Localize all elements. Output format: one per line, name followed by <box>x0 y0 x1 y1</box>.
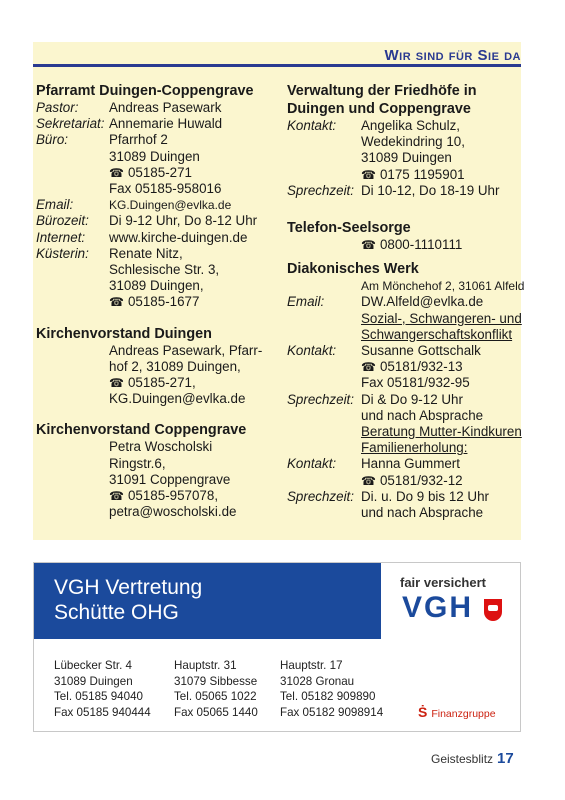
office-sibbesse <box>174 658 258 720</box>
diakonie-kontakt1-phone: 05181/932-13 <box>379 359 463 375</box>
diakonie-sprechzeit2-label: Sprechzeit: <box>287 488 354 504</box>
ad-title-line1: VGH Vertretung <box>54 576 203 599</box>
diakonie-topic1-line2: Schwangerschaftskonflikt <box>361 326 513 342</box>
diakonie-sprechzeit1-label: Sprechzeit: <box>287 391 354 407</box>
finanzgruppe-label: Finanzgruppe <box>431 708 496 720</box>
friedhof-heading-1: Verwaltung der Friedhöfe in <box>287 83 477 99</box>
kv-duingen-phone-line <box>36 375 276 391</box>
pastor-value: Andreas Pasewark <box>109 100 222 115</box>
ad-title-block <box>34 563 381 639</box>
kuesterin-city: 31089 Duingen, <box>109 278 204 294</box>
office-city: 31079 Sibbesse <box>174 674 258 688</box>
vgh-advertisement <box>33 562 521 732</box>
kv-duingen-line1: Andreas Pasewark, Pfarr- <box>109 342 263 358</box>
seelsorge-heading: Telefon-Seelsorge <box>287 220 411 237</box>
internet-link[interactable]: www.kirche-duingen.de <box>109 229 248 245</box>
diakonie-topic2-line2: Familienerholung: <box>361 440 468 456</box>
office-tel: Tel. 05065 1022 <box>174 690 257 703</box>
diakonie-sprechzeit1-note: und nach Absprache <box>361 407 484 423</box>
office-street: Lübecker Str. 4 <box>54 659 132 672</box>
friedhof-city: 31089 Duingen <box>361 150 452 166</box>
office-tel: Tel. 05185 94040 <box>54 690 143 703</box>
diakonie-sprechzeit2-note: und nach Absprache <box>361 505 484 521</box>
diakonie-topic2-line1: Beratung Mutter-Kindkuren <box>361 424 522 440</box>
office-fax: Fax 05185 940444 <box>54 705 151 719</box>
buerozeit-label: Bürozeit: <box>36 213 89 229</box>
pastor-label: Pastor: <box>36 100 79 115</box>
office-tel: Tel. 05182 909890 <box>280 690 376 703</box>
phone-icon: ☎ <box>109 489 124 504</box>
kv-duingen-phone: 05185-271, <box>127 375 196 391</box>
office-street: Hauptstr. 31 <box>174 659 237 672</box>
internet-label: Internet: <box>36 229 86 245</box>
buero-fax: Fax 05185-958016 <box>109 181 222 197</box>
kv-duingen-heading: Kirchenvorstand Duingen <box>36 325 212 342</box>
friedhof-heading-2: Duingen und Coppengrave <box>287 101 471 117</box>
kv-duingen-line2: hof 2, 31089 Duingen, <box>109 358 241 374</box>
kv-coppengrave-heading: Kirchenvorstand Coppengrave <box>36 422 247 439</box>
seelsorge-phone-line <box>287 237 523 253</box>
phone-icon: ☎ <box>361 167 376 182</box>
friedhof-sprechzeit-label: Sprechzeit: <box>287 182 354 198</box>
sekretariat-value: Annemarie Huwald <box>109 116 223 132</box>
phone-icon: ☎ <box>109 295 124 310</box>
office-fax: Fax 05065 1440 <box>174 705 258 719</box>
kv-coppengrave-line3: 31091 Coppengrave <box>109 471 231 487</box>
diakonie-email-label: Email: <box>287 294 325 310</box>
diakonie-kontakt1-phone-line <box>287 359 523 375</box>
office-fax: Fax 05182 9098914 <box>280 705 384 719</box>
page-title: Wir sind für Sie da <box>384 47 521 64</box>
kv-duingen-email[interactable]: KG.Duingen@evlka.de <box>109 391 246 407</box>
diakonie-kontakt2-name: Hanna Gummert <box>361 456 460 472</box>
kv-coppengrave-line1: Petra Woscholski <box>109 439 213 455</box>
buero-street: Pfarrhof 2 <box>109 132 168 148</box>
diakonie-kontakt1-label: Kontakt: <box>287 343 337 359</box>
buerozeit-value: Di 9-12 Uhr, Do 8-12 Uhr <box>109 213 258 229</box>
right-column <box>287 82 523 521</box>
diakonie-sprechzeit2: Di. u. Do 9 bis 12 Uhr <box>361 488 490 504</box>
kv-coppengrave-phone-line <box>36 488 276 504</box>
office-duingen <box>54 658 151 720</box>
buero-label: Büro: <box>36 132 69 148</box>
phone-icon: ☎ <box>361 473 376 488</box>
sparkasse-icon: Ṡ <box>418 704 428 720</box>
friedhof-kontakt-label: Kontakt: <box>287 118 337 133</box>
kuesterin-street: Schlesische Str. 3, <box>109 262 220 278</box>
diakonie-kontakt2-label: Kontakt: <box>287 456 337 472</box>
seelsorge-phone: 0800-1110111 <box>379 237 463 253</box>
diakonie-kontakt2-phone-line <box>287 473 523 489</box>
header-divider <box>33 64 521 67</box>
kuesterin-phone: 05185-1677 <box>127 294 200 310</box>
sparkasse-finanzgruppe <box>418 704 496 720</box>
kv-coppengrave-email[interactable]: petra@woscholski.de <box>109 504 237 520</box>
diakonie-kontakt1-name: Susanne Gottschalk <box>361 343 481 359</box>
diakonie-email[interactable]: DW.Alfeld@evlka.de <box>361 294 484 310</box>
friedhof-street: Wedekindring 10, <box>361 134 465 150</box>
friedhof-phone-line <box>287 167 523 183</box>
phone-icon: ☎ <box>361 360 376 375</box>
diakonie-kontakt2-phone: 05181/932-12 <box>379 472 463 488</box>
buero-city: 31089 Duingen <box>109 148 200 164</box>
ad-title-line2: Schütte OHG <box>54 601 179 624</box>
buero-phone-line <box>36 165 276 181</box>
ad-tagline: fair versichert <box>400 575 486 590</box>
friedhof-sprechzeit: Di 10-12, Do 18-19 Uhr <box>361 182 500 198</box>
email-label: Email: <box>36 197 74 213</box>
left-column <box>36 82 276 520</box>
page-footer <box>431 750 514 767</box>
sekretariat-label: Sekretariat: <box>36 116 105 132</box>
diakonie-sprechzeit1: Di & Do 9-12 Uhr <box>361 391 463 407</box>
kv-coppengrave-line2: Ringstr.6, <box>109 455 166 471</box>
email-link[interactable]: KG.Duingen@evlka.de <box>109 198 232 213</box>
vgh-logo: VGH <box>402 591 474 624</box>
kv-coppengrave-phone: 05185-957078, <box>127 488 219 504</box>
kuesterin-name: Renate Nitz, <box>109 245 183 261</box>
office-street: Hauptstr. 17 <box>280 659 343 672</box>
kuesterin-phone-line <box>36 294 276 310</box>
phone-icon: ☎ <box>109 376 124 391</box>
horse-shield-icon <box>484 599 502 621</box>
diakonie-address: Am Mönchehof 2, 31061 Alfeld <box>361 279 525 294</box>
diakonie-heading: Diakonisches Werk <box>287 261 419 278</box>
phone-icon: ☎ <box>361 238 376 253</box>
magazine-name: Geistesblitz <box>431 752 494 766</box>
phone-icon: ☎ <box>109 165 124 180</box>
friedhof-phone: 0175 1195901 <box>379 166 465 182</box>
office-city: 31028 Gronau <box>280 674 355 688</box>
diakonie-kontakt1-fax: Fax 05181/932-95 <box>361 375 470 391</box>
diakonie-topic1-line1: Sozial-, Schwangeren- und <box>361 310 522 326</box>
page-number: 17 <box>497 750 514 767</box>
buero-phone: 05185-271 <box>127 164 192 180</box>
kuesterin-label: Küsterin: <box>36 245 89 261</box>
office-city: 31089 Duingen <box>54 674 133 688</box>
office-gronau <box>280 658 383 720</box>
pfarramt-heading: Pfarramt Duingen-Coppengrave <box>36 83 254 99</box>
friedhof-kontakt-name: Angelika Schulz, <box>361 118 460 133</box>
